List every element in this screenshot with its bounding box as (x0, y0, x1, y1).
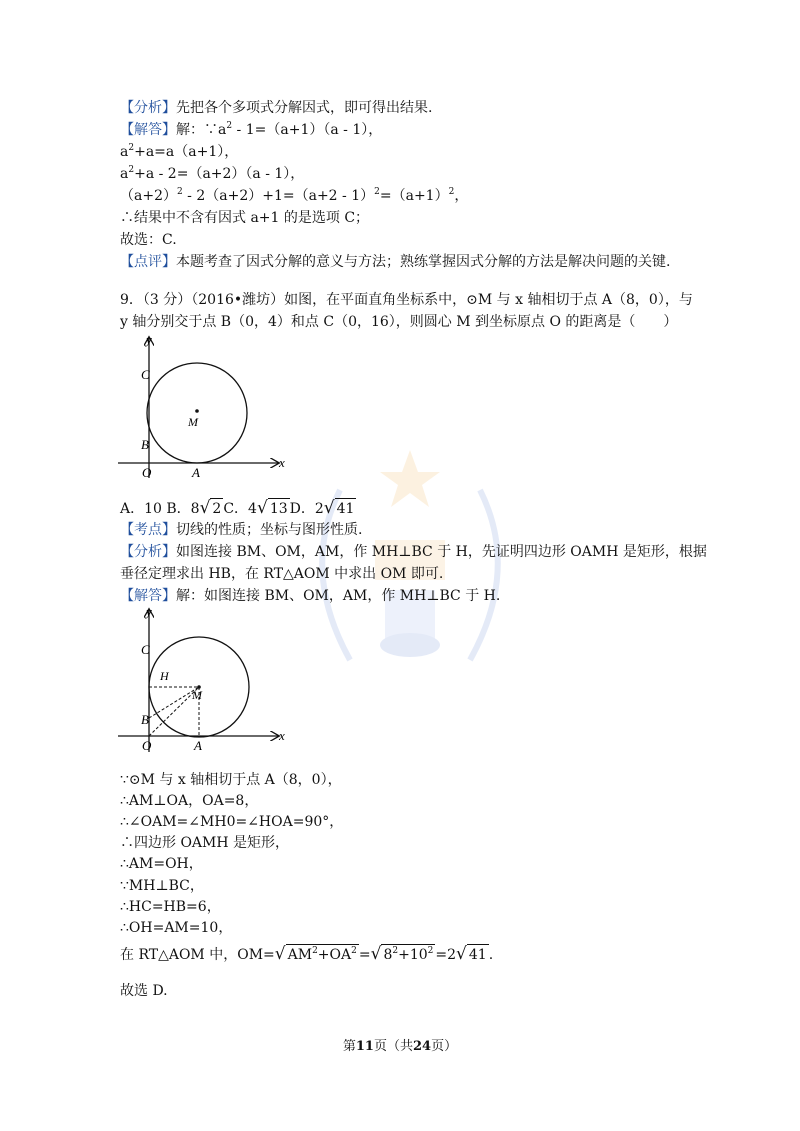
superscript: 2 (128, 143, 135, 153)
solution-step: ∴四边形 OAMH 是矩形， (120, 835, 290, 851)
radicand: 41 (335, 498, 357, 519)
label-x2: x (279, 728, 285, 743)
footer-mid: 页（共 (373, 1039, 413, 1054)
comment-tag: 【点评】 (120, 254, 176, 270)
page-footer (0, 1035, 800, 1054)
radicand (286, 944, 359, 965)
final-text: 在 RT△AOM 中，OM= (120, 947, 275, 963)
answer9-text: 解：如图连接 BM、OM，AM，作 MH⊥BC 于 H. (176, 588, 501, 604)
radical-icon: √ (370, 944, 382, 964)
radicand (381, 944, 435, 965)
math-text: a (120, 144, 129, 160)
kaodian-tag: 【考点】 (120, 522, 176, 538)
radical-icon: √ (456, 944, 467, 964)
kaodian-text: 切线的性质；坐标与图形性质. (176, 522, 363, 538)
solution-step: ∵MH⊥BC， (120, 878, 204, 894)
answer-text-a: 解：∵a (176, 122, 227, 138)
footer-suffix: 页） (431, 1039, 458, 1054)
label-c2: C (141, 642, 150, 657)
label-c: C (141, 367, 150, 382)
option-a-b: A．10 B．8 (120, 501, 200, 517)
answer-text-b: - 1=（a+1）（a - 1）， (232, 122, 383, 138)
label-h: H (160, 669, 169, 683)
radicand-part: +10 (398, 947, 428, 963)
radical-icon: √ (199, 498, 211, 518)
answer-line-2 (120, 142, 238, 162)
analysis9-line2: 垂径定理求出 HB，在 RT△AOM 中求出 OM 即可. (120, 566, 444, 582)
option-c: C．4 (223, 501, 257, 517)
answer9-line (120, 586, 500, 606)
radical-icon: √ (256, 498, 268, 518)
solution-step: ∴HC=HB=6， (120, 899, 221, 915)
radicand: 2 (210, 498, 223, 519)
label-y: y (146, 332, 152, 347)
total-pages: 24 (413, 1039, 432, 1054)
analysis9-text: 如图连接 BM、OM，AM，作 MH⊥BC 于 H，先证明四边形 OAMH 是矩形，根据 (176, 544, 707, 560)
answer-line-1 (120, 120, 382, 140)
math-text: ， (454, 188, 469, 204)
math-text: +a=a（a+1）， (134, 144, 239, 160)
superscript: 2 (312, 946, 318, 956)
label-o2: O (142, 738, 152, 753)
label-y2: y (146, 604, 152, 619)
solution-figure (118, 604, 288, 754)
analysis-text: 先把各个多项式分解因式，即可得出结果. (176, 100, 433, 116)
period: . (488, 947, 494, 963)
label-x: x (279, 455, 285, 470)
superscript: 2 (427, 946, 434, 956)
label-b: B (141, 437, 149, 452)
label-a: A (192, 465, 200, 480)
superscript: 2 (176, 187, 183, 197)
solution-step: ∵⊙M 与 x 轴相切于点 A（8，0）， (120, 772, 342, 788)
math-text: - 2（a+2）+1=（a+2 - 1） (182, 188, 375, 204)
radical-icon: √ (274, 944, 286, 964)
analysis-line (120, 98, 432, 118)
center-point (195, 409, 199, 413)
radical-icon: √ (323, 498, 335, 518)
label-b2: B (141, 712, 149, 727)
equals: = (358, 947, 371, 963)
solution-step: ∴AM⊥OA，OA=8， (120, 793, 259, 809)
analysis9-line1 (120, 542, 707, 562)
question9-line1: 9．（3 分）（2016•潍坊）如图，在平面直角坐标系中，⊙M 与 x 轴相切于点 A（8，0），与 (120, 292, 693, 308)
answer9-tag: 【解答】 (120, 588, 176, 604)
circle-m (147, 363, 247, 463)
math-text: =（a+1） (379, 188, 449, 204)
analysis9-tag: 【分析】 (120, 544, 176, 560)
final-equation (120, 944, 493, 965)
superscript: 2 (351, 946, 357, 956)
superscript: 2 (128, 165, 135, 175)
answer-line-3 (120, 164, 304, 184)
math-text: （a+2） (120, 188, 177, 204)
kaodian-line (120, 520, 362, 540)
answer-line-6: 故选：C. (120, 232, 177, 248)
answer-tag: 【解答】 (120, 122, 176, 138)
radicand: 13 (268, 498, 290, 519)
question9-line2: y 轴分别交于点 B（0，4）和点 C（0，16），则圆心 M 到坐标原点 O 的距离是（ ） (120, 314, 678, 330)
options-line (120, 498, 356, 519)
analysis-tag: 【分析】 (120, 100, 176, 116)
page-number: 11 (355, 1039, 374, 1054)
equals: =2 (435, 947, 457, 963)
label-m: M (188, 415, 198, 429)
math-text: +a - 2=（a+2）（a - 1）， (134, 166, 305, 182)
question-figure (118, 332, 288, 480)
superscript: 2 (374, 187, 380, 197)
option-d: D．2 (289, 501, 324, 517)
label-a2: A (194, 738, 202, 753)
radicand-part: 8 (383, 947, 393, 963)
solution-step: ∴OH=AM=10， (120, 920, 233, 936)
superscript: 2 (226, 121, 233, 131)
superscript: 2 (392, 946, 399, 956)
footer-prefix: 第 (342, 1039, 356, 1054)
answer-line-5: ∴结果中不含有因式 a+1 的是选项 C； (120, 210, 370, 226)
label-o: O (142, 465, 152, 480)
answer-line-4 (120, 186, 468, 206)
comment-line (120, 252, 670, 272)
solution-step: ∴∠OAM=∠MH0=∠HOA=90°， (120, 814, 344, 830)
math-text: a (120, 166, 129, 182)
label-m2: M (192, 688, 202, 702)
comment-text: 本题考查了因式分解的意义与方法；熟练掌握因式分解的方法是解决问题的关键. (176, 254, 671, 270)
radicand: 41 (467, 944, 489, 965)
radicand-part: AM (287, 947, 313, 963)
conclusion: 故选 D. (120, 983, 168, 999)
solution-step: ∴AM=OH， (120, 856, 203, 872)
superscript: 2 (448, 187, 455, 197)
radicand-part: +OA (317, 947, 352, 963)
